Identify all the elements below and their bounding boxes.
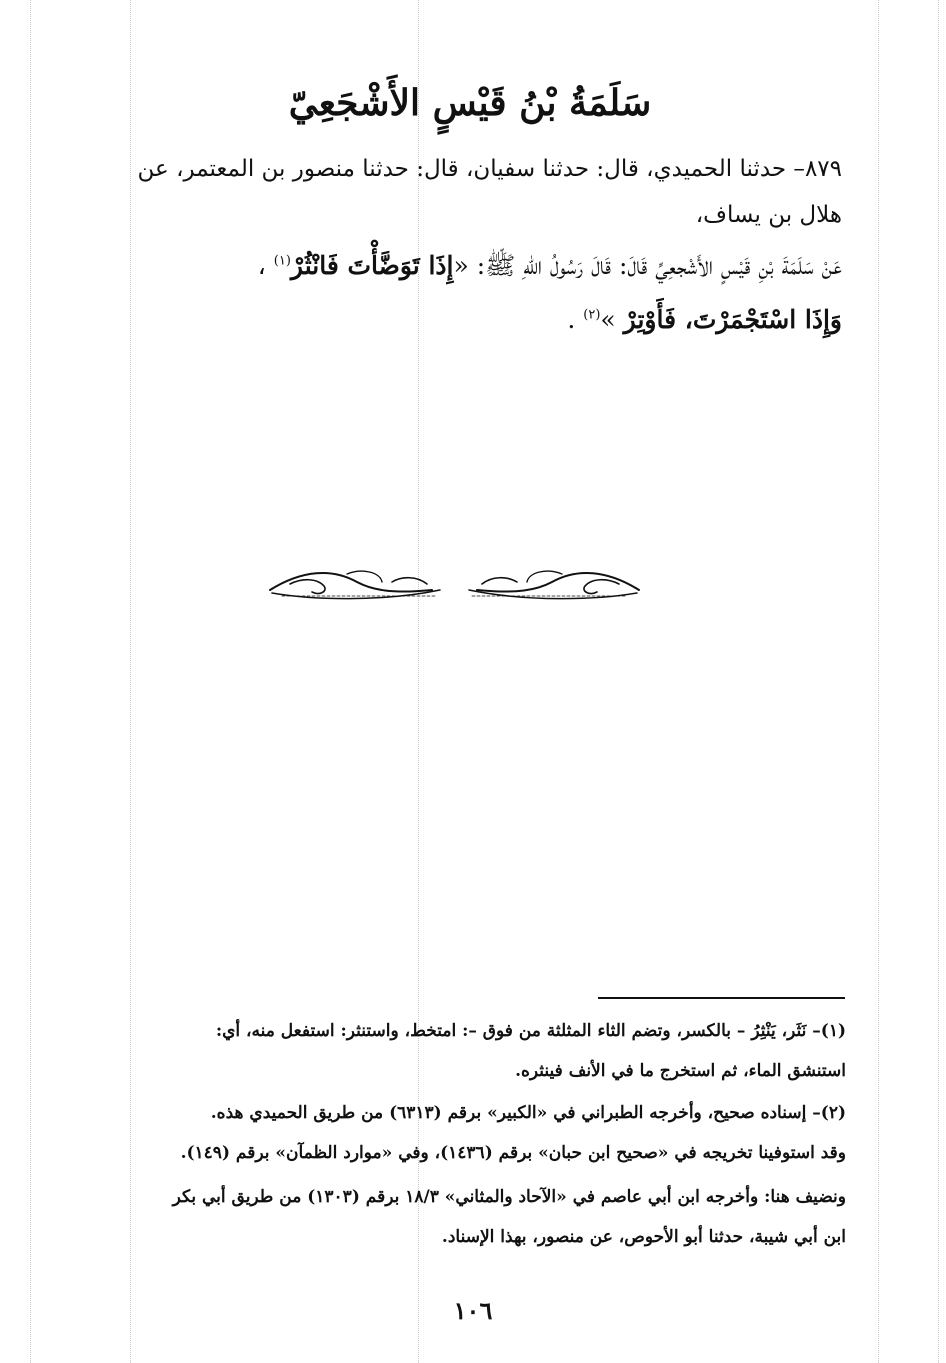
footnote-line: ابن أبي شيبة، حدثنا أبو الأحوص، عن منصور، بهذا الإسناد. [441, 1227, 846, 1247]
hadith-quote-part-1: إِذَا تَوَضَّأْتَ فَانْثُرْ [290, 251, 454, 280]
footnote-line: وقد استوفينا تخريجه في «صحيح ابن حبان» برقم (١٤٣٦)، وفي «موارد الظمآن» برقم (١٤٩). [180, 1143, 846, 1163]
page-number: ١٠٦ [453, 1296, 493, 1325]
footnote-line: استنشق الماء، ثم استخرج ما في الأنف فينثره. [515, 1061, 846, 1081]
decorative-divider-icon [262, 560, 647, 610]
chapter-title: سَلَمَةُ بْنُ قَيْسٍ الأَشْجَعِيّ [288, 82, 652, 124]
hadith-isnad-line-2: هلال بن يساف، [695, 202, 842, 228]
hadith-quote-part-2: وَإِذَا اسْتَجْمَرْتَ، فَأَوْتِرْ [623, 305, 842, 334]
hadith-narration-lead: عَنْ سَلَمَةَ بْنِ قَيْسٍ الأَشْجعِيِّ قَالَ: قَالَ رَسُولُ اللهِ ﷺ: « [453, 251, 842, 280]
footnote-marker-2: (٢) [583, 307, 601, 323]
hadith-matn-line-2 [70, 304, 842, 335]
punctuation: . [567, 305, 584, 334]
scan-guide-line [938, 0, 939, 1363]
hadith-matn-line-1 [70, 250, 842, 281]
footnote-separator [598, 997, 845, 999]
closing-quote-mark: » [600, 305, 624, 334]
footnote-line: (١)– نَثَر، يَنْثِرُ – بالكسر، وتضم الثاء المثلثة من فوق –: امتخط، واستنثر: استفعل منه، أي: [215, 1021, 846, 1041]
scan-guide-line [878, 0, 879, 1363]
punctuation: ، [257, 251, 274, 280]
footnote-marker-1: (١) [273, 253, 291, 269]
hadith-isnad-line-1: ٨٧٩– حدثنا الحميدي، قال: حدثنا سفيان، قال: حدثنا منصور بن المعتمر، عن [137, 156, 842, 182]
footnote-line: ونضيف هنا: وأخرجه ابن أبي عاصم في «الآحاد والمثاني» ١٨/٣ برقم (١٣٠٣) من طريق أبي بكر [172, 1187, 846, 1207]
scan-guide-line [30, 0, 31, 1363]
footnote-line: (٢)– إسناده صحيح، وأخرجه الطبراني في «الكبير» برقم (٦٣١٣) من طريق الحميدي هذه. [210, 1103, 846, 1123]
